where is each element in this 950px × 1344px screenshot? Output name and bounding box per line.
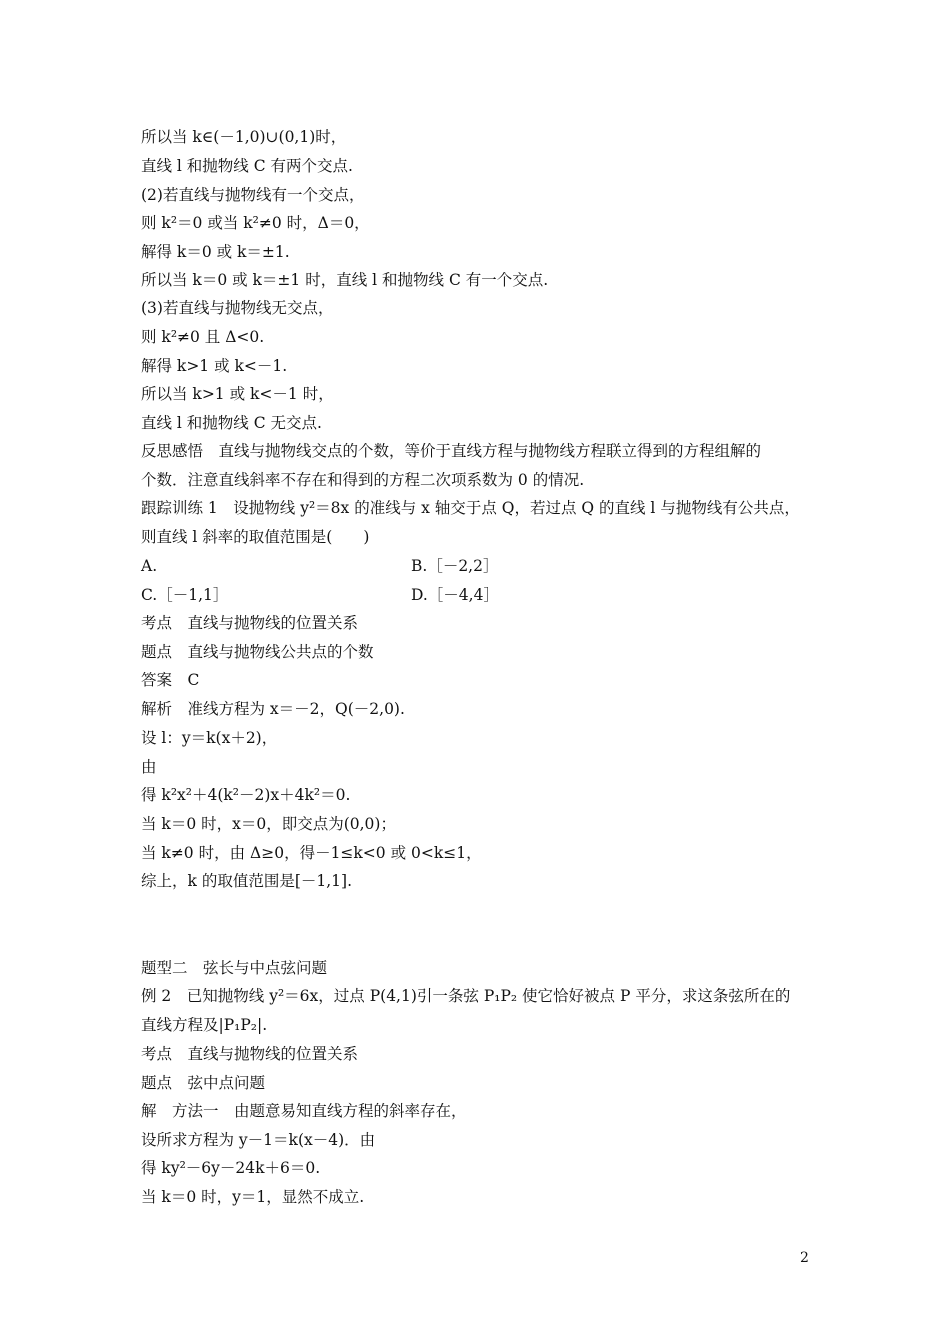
- text-line: 跟踪训练 1 设抛物线 y²＝8x 的准线与 x 轴交于点 Q，若过点 Q 的直线 l 与抛物线有公共点，: [141, 499, 800, 517]
- text-line: 个数．注意直线斜率不存在和得到的方程二次项系数为 0 的情况.: [141, 471, 585, 489]
- text-line: 设所求方程为 y－1＝k(x－4)．由: [141, 1131, 376, 1149]
- text-line: 反思感悟 直线与抛物线交点的个数，等价于直线方程与抛物线方程联立得到的方程组解的: [141, 442, 762, 460]
- text-line: 答案 C: [141, 671, 200, 689]
- text-line: 考点 直线与抛物线的位置关系: [141, 1045, 359, 1063]
- text-line: 题点 直线与抛物线公共点的个数: [141, 643, 374, 661]
- text-line: (2)若直线与抛物线有一个交点，: [141, 186, 365, 204]
- text-line: 设 l：y＝k(x＋2)，: [141, 729, 278, 747]
- option-c: C.［－1,1］: [141, 586, 229, 604]
- text-line: 解析 准线方程为 x＝－2，Q(－2,0).: [141, 700, 405, 718]
- option-a: A.: [141, 557, 158, 575]
- text-line: 得 ky²－6y－24k＋6＝0.: [141, 1159, 321, 1177]
- text-line: 直线 l 和抛物线 C 有两个交点.: [141, 157, 353, 175]
- text-line: 综上，k 的取值范围是[－1,1].: [141, 872, 352, 890]
- text-line: 所以当 k＝0 或 k＝±1 时，直线 l 和抛物线 C 有一个交点.: [141, 271, 549, 289]
- text-line: 则 k²＝0 或当 k²≠0 时，Δ＝0，: [141, 214, 370, 232]
- text-line: 直线 l 和抛物线 C 无交点.: [141, 414, 322, 432]
- text-line: 解得 k>1 或 k<－1.: [141, 357, 288, 375]
- text-line: 得 k²x²＋4(k²－2)x＋4k²＝0.: [141, 786, 351, 804]
- page-number: 2: [800, 1250, 809, 1266]
- text-line: 解得 k＝0 或 k＝±1.: [141, 243, 290, 261]
- text-line: 当 k＝0 时，x＝0，即交点为(0,0)；: [141, 815, 396, 833]
- text-line: 直线方程及|P₁P₂|.: [141, 1016, 268, 1034]
- option-b: B.［－2,2］: [411, 557, 499, 575]
- section-heading: 题型二 弦长与中点弦问题: [141, 959, 328, 977]
- text-line: 则直线 l 斜率的取值范围是( ): [141, 528, 370, 546]
- option-d: D.［－4,4］: [411, 586, 499, 604]
- text-line: 当 k＝0 时，y＝1，显然不成立.: [141, 1188, 365, 1206]
- text-line: 例 2 已知抛物线 y²＝6x，过点 P(4,1)引一条弦 P₁P₂ 使它恰好被点 P 平分，求这条弦所在的: [141, 987, 791, 1005]
- text-line: 题点 弦中点问题: [141, 1074, 266, 1092]
- text-line: 当 k≠0 时，由 Δ≥0，得－1≤k<0 或 0<k≤1，: [141, 844, 482, 862]
- text-line: (3)若直线与抛物线无交点，: [141, 299, 334, 317]
- text-line: 则 k²≠0 且 Δ<0.: [141, 328, 265, 346]
- text-line: 考点 直线与抛物线的位置关系: [141, 614, 359, 632]
- text-line: 解 方法一 由题意易知直线方程的斜率存在，: [141, 1102, 467, 1120]
- text-line: 由: [141, 758, 157, 776]
- text-line: 所以当 k>1 或 k<－1 时，: [141, 385, 334, 403]
- text-line: 所以当 k∈(－1,0)∪(0,1)时，: [141, 128, 347, 146]
